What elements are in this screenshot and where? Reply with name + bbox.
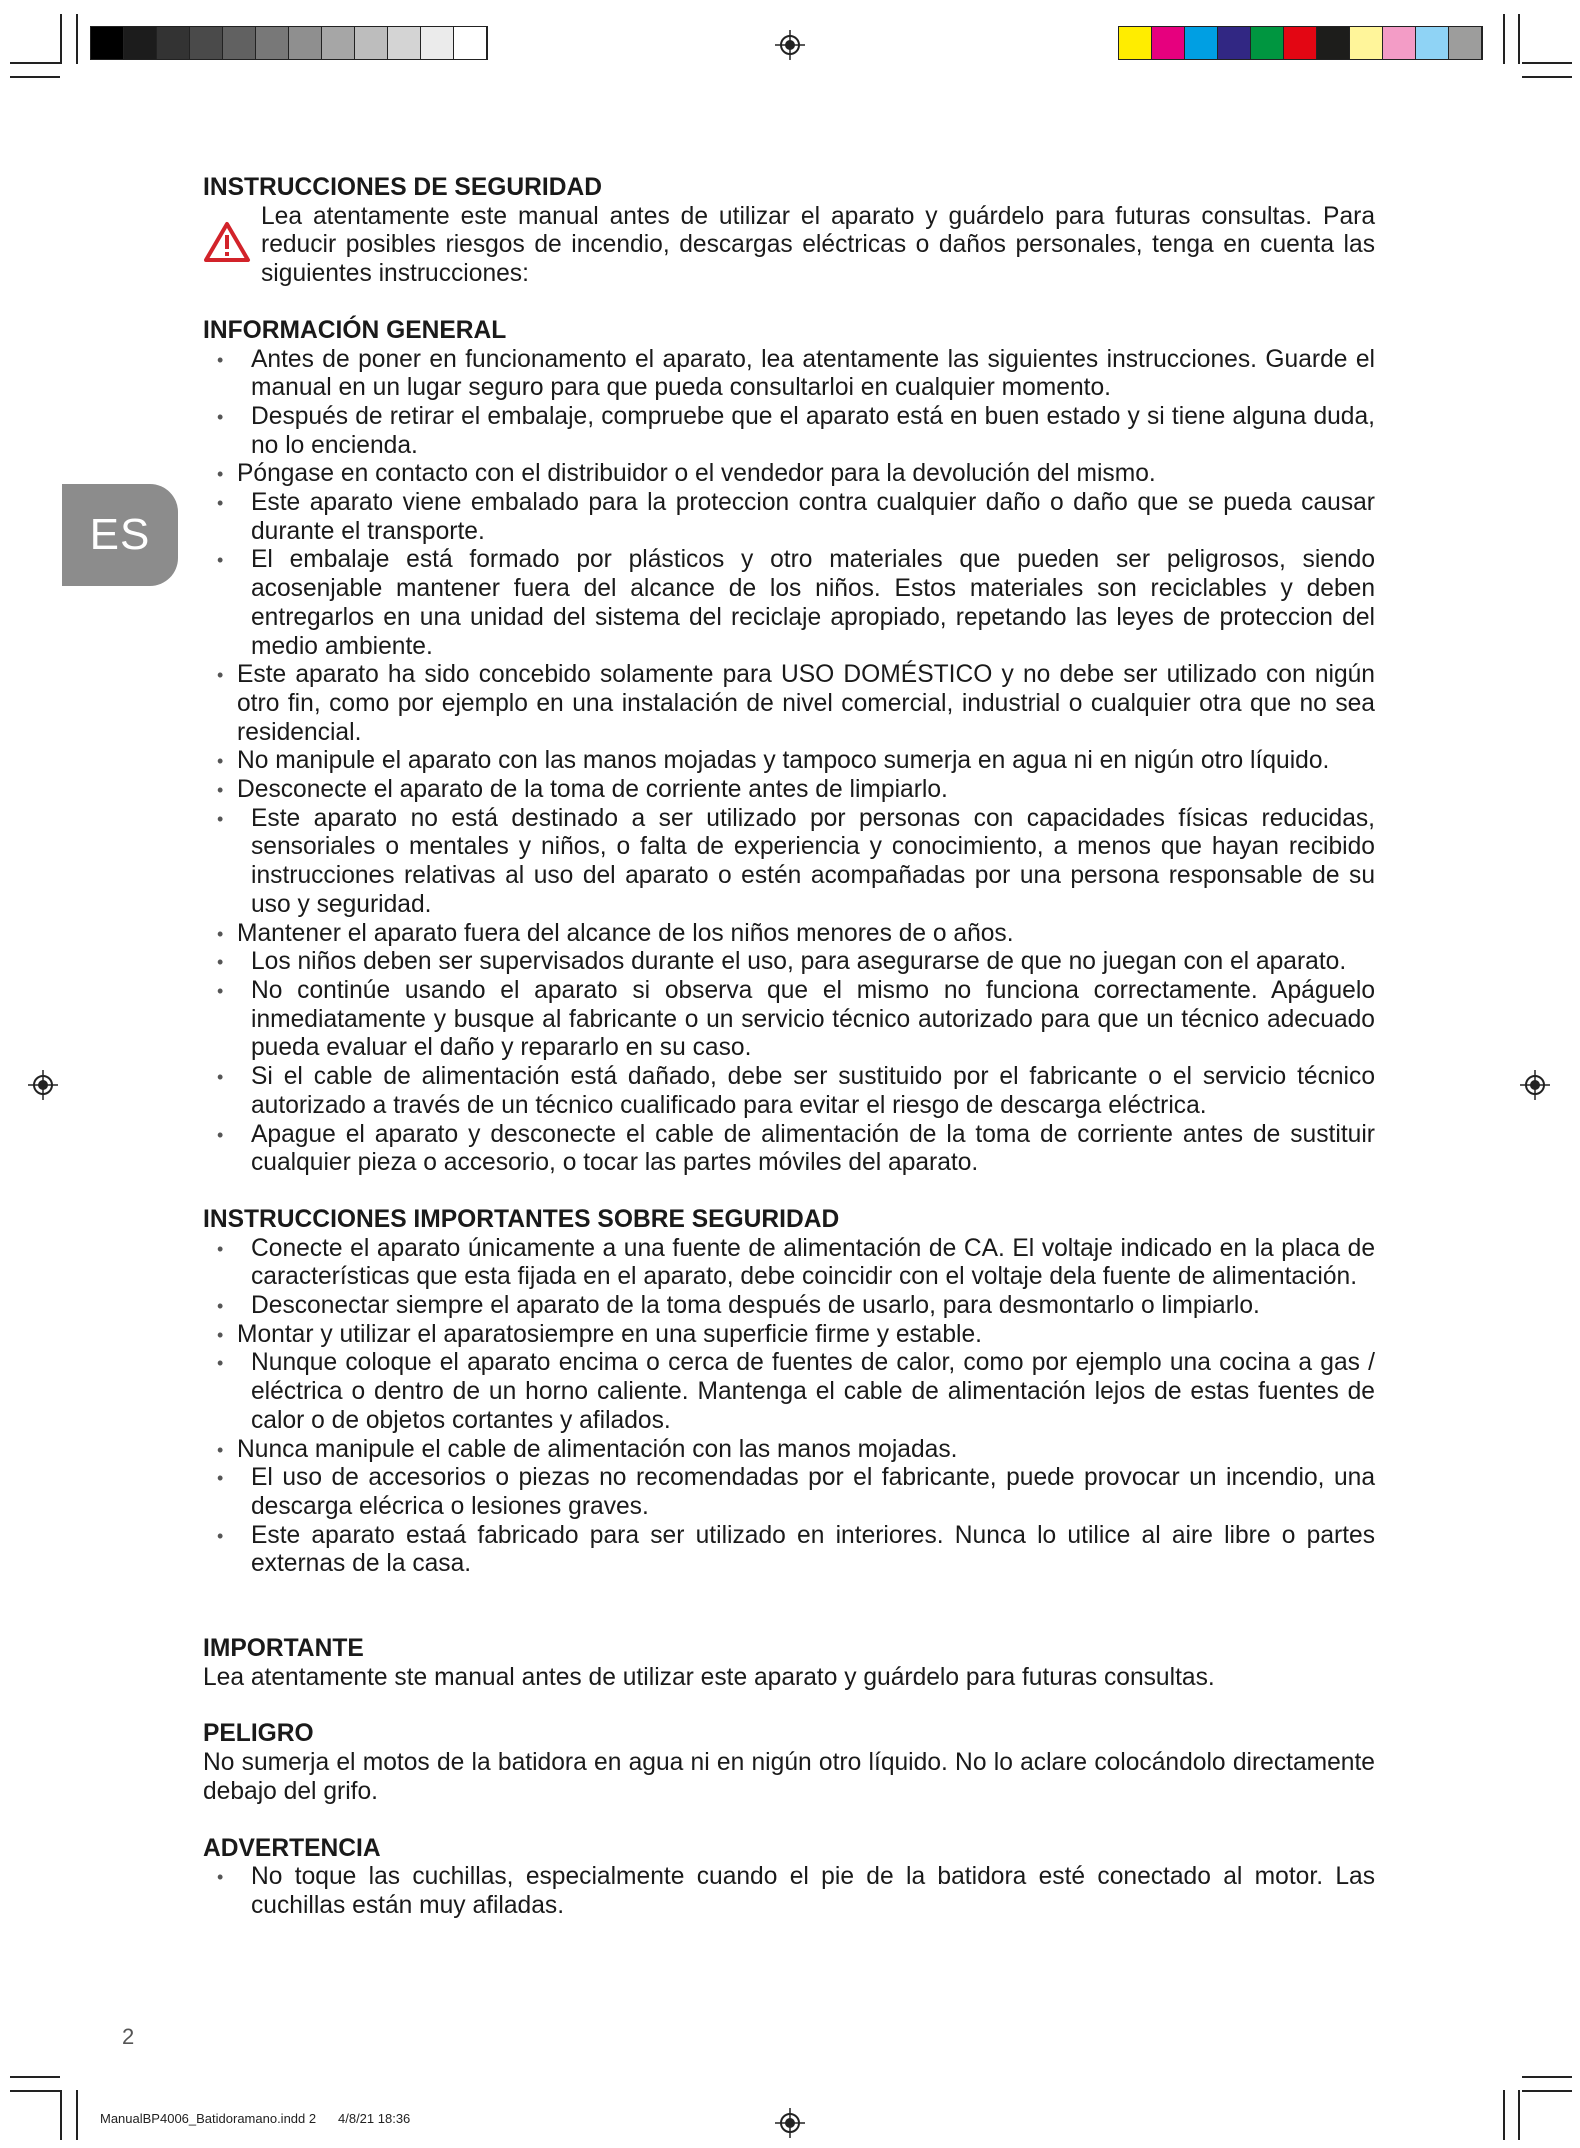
language-tab xyxy=(62,484,178,586)
color-swatch xyxy=(1317,27,1350,59)
list-item: • No continúe usando el aparato si observa que el mismo no funciona correctamente. Apáguelo inmediatamente y busque al fabricante o un servicio técnico autorizado para que un técnico adecuado pueda evaluar el daño y repararlo en su caso. xyxy=(203,977,1375,1063)
grayscale-swatch xyxy=(256,27,289,59)
crop-mark xyxy=(1503,2090,1505,2140)
crop-mark xyxy=(60,2090,62,2140)
color-swatch xyxy=(1218,27,1251,59)
list-item: • Este aparato ha sido concebido solamente para USO DOMÉSTICO y no debe ser utilizado con nigún otro fin, como por ejemplo en una instalación de nivel comercial, industrial o cualquier otra que no sea residencial. xyxy=(203,661,1375,747)
important-safety-list xyxy=(203,1235,1375,1579)
importante-text: Lea atentamente ste manual antes de utilizar este aparato y guárdelo para futuras consultas. xyxy=(203,1663,1215,1691)
crop-mark xyxy=(1503,14,1505,64)
color-swatch xyxy=(1152,27,1185,59)
crop-mark xyxy=(10,2090,60,2092)
list-item: • Conecte el aparato únicamente a una fuente de alimentación de CA. El voltaje indicado en la placa de características que esta fijada en el aparato, debe coincidir con el voltaje dela fuente de alimentación. xyxy=(203,1235,1375,1292)
list-item: • Después de retirar el embalaje, compruebe que el aparato está en buen estado y si tiene alguna duda, no lo encienda. xyxy=(203,403,1375,460)
crop-mark xyxy=(1522,76,1572,78)
list-item: • Nunque coloque el aparato encima o cerca de fuentes de calor, como por ejemplo una cocina a gas / eléctrica o dentro de un horno caliente. Mantenga el cable de alimentación lejos de estas fuentes de calor o de objetos cortantes y afilados. xyxy=(203,1349,1375,1435)
safety-intro-text: Lea atentamente este manual antes de utilizar el aparato y guárdelo para futuras consultas. Para reducir posibles riesgos de incendio, descargas eléctricas o daños personales, tenga en cuenta las siguientes instrucciones: xyxy=(261,202,1375,288)
crop-mark xyxy=(1522,62,1572,64)
list-item: • Desconectar siempre el aparato de la toma después de usarlo, para desmontarlo o limpiarlo. xyxy=(203,1292,1375,1321)
grayscale-swatch xyxy=(355,27,388,59)
safety-intro xyxy=(203,203,1375,289)
footer-date: 4/8/21 18:36 xyxy=(338,2111,411,2126)
color-swatch xyxy=(1449,27,1482,59)
warning-triangle-icon xyxy=(203,221,251,263)
importante-title: IMPORTANTE xyxy=(203,1635,364,1663)
list-item: • Póngase en contacto con el distribuidor o el vendedor para la devolución del mismo. xyxy=(203,460,1375,489)
grayscale-swatch xyxy=(124,27,157,59)
important-safety-title: INSTRUCCIONES IMPORTANTES SOBRE SEGURIDAD xyxy=(203,1205,840,1233)
registration-mark-icon xyxy=(1520,1070,1550,1100)
peligro-title: PELIGRO xyxy=(203,1720,314,1748)
list-item: • Mantener el aparato fuera del alcance de los niños menores de o años. xyxy=(203,920,1375,949)
safety-title: INSTRUCCIONES DE SEGURIDAD xyxy=(203,174,602,201)
grayscale-swatch xyxy=(289,27,322,59)
footer-file-name: ManualBP4006_Batidoramano.indd 2 xyxy=(100,2111,317,2126)
grayscale-bar xyxy=(90,26,488,60)
grayscale-swatch xyxy=(223,27,256,59)
list-item: • Desconecte el aparato de la toma de corriente antes de limpiarlo. xyxy=(203,776,1375,805)
color-swatch xyxy=(1185,27,1218,59)
registration-mark-icon xyxy=(775,30,805,60)
grayscale-swatch xyxy=(388,27,421,59)
grayscale-swatch xyxy=(454,27,487,59)
color-swatch xyxy=(1284,27,1317,59)
grayscale-swatch xyxy=(322,27,355,59)
color-bar xyxy=(1118,26,1483,60)
crop-mark xyxy=(1522,2090,1572,2092)
grayscale-swatch xyxy=(91,27,124,59)
list-item: • No manipule el aparato con las manos mojadas y tampoco sumerja en agua ni en nigún otro líquido. xyxy=(203,747,1375,776)
peligro-text: No sumerja el motos de la batidora en agua ni en nigún otro líquido. No lo aclare colocándolo directamente debajo del grifo. xyxy=(203,1749,1375,1805)
grayscale-swatch xyxy=(421,27,454,59)
list-item: • Los niños deben ser supervisados durante el uso, para asegurarse de que no juegan con el aparato. xyxy=(203,948,1375,977)
crop-mark xyxy=(1518,14,1520,64)
list-item: • El uso de accesorios o piezas no recomendadas por el fabricante, puede provocar un incendio, una descarga elécrica o lesiones graves. xyxy=(203,1464,1375,1521)
crop-mark xyxy=(10,76,60,78)
page-number: 2 xyxy=(122,2024,135,2049)
list-item: • No toque las cuchillas, especialmente cuando el pie de la batidora esté conectado al motor. Las cuchillas están muy afiladas. xyxy=(203,1863,1375,1920)
list-item: • El embalaje está formado por plásticos y otro materiales que pueden ser peligrosos, siendo acosenjable mantener fuera del alcance de los niños. Estos materiales son reciclables y deben entregarlos en una unidad del sistema del reciclaje apropiado, repetando las leyes de proteccion del medio ambiente. xyxy=(203,546,1375,661)
list-item: • Antes de poner en funcionamento el aparato, lea atentamente las siguientes instrucciones. Guarde el manual en un lugar seguro para que pueda consultarloi en cualquier momento. xyxy=(203,346,1375,403)
manual-content xyxy=(203,174,1375,1921)
grayscale-swatch xyxy=(157,27,190,59)
color-swatch xyxy=(1416,27,1449,59)
language-tab-label: ES xyxy=(89,510,151,559)
list-item: • Este aparato no está destinado a ser utilizado por personas con capacidades físicas reducidas, sensoriales o mentales y niños, o falta de experiencia y conocimiento, a menos que hayan recibido instrucciones relativas al uso del aparato o estén acompañadas por una persona responsable de su uso y seguridad. xyxy=(203,805,1375,920)
crop-mark xyxy=(1518,2090,1520,2140)
crop-mark xyxy=(60,14,62,64)
color-swatch xyxy=(1383,27,1416,59)
advertencia-title: ADVERTENCIA xyxy=(203,1834,381,1862)
registration-mark-icon xyxy=(775,2108,805,2138)
general-title: INFORMACIÓN GENERAL xyxy=(203,316,507,344)
color-swatch xyxy=(1251,27,1284,59)
crop-mark xyxy=(76,14,78,64)
color-swatch xyxy=(1119,27,1152,59)
grayscale-swatch xyxy=(190,27,223,59)
list-item: • Montar y utilizar el aparatosiempre en una superficie firme y estable. xyxy=(203,1321,1375,1350)
color-swatch xyxy=(1350,27,1383,59)
general-list xyxy=(203,346,1375,1178)
crop-mark xyxy=(10,2076,60,2078)
crop-mark xyxy=(76,2090,78,2140)
list-item: • Este aparato viene embalado para la proteccion contra cualquier daño o daño que se pueda causar durante el transporte. xyxy=(203,489,1375,546)
crop-mark xyxy=(10,62,60,64)
list-item: • Este aparato estaá fabricado para ser utilizado en interiores. Nunca lo utilice al aire libre o partes externas de la casa. xyxy=(203,1522,1375,1579)
list-item: • Si el cable de alimentación está dañado, debe ser sustituido por el fabricante o el servicio técnico autorizado a través de un técnico cualificado para evitar el riesgo de descarga eléctrica. xyxy=(203,1063,1375,1120)
list-item: • Nunca manipule el cable de alimentación con las manos mojadas. xyxy=(203,1436,1375,1465)
registration-mark-icon xyxy=(28,1070,58,1100)
crop-mark xyxy=(1522,2076,1572,2078)
advertencia-list xyxy=(203,1863,1375,1920)
list-item: • Apague el aparato y desconecte el cable de alimentación de la toma de corriente antes de sustituir cualquier pieza o accesorio, o tocar las partes móviles del aparato. xyxy=(203,1121,1375,1178)
